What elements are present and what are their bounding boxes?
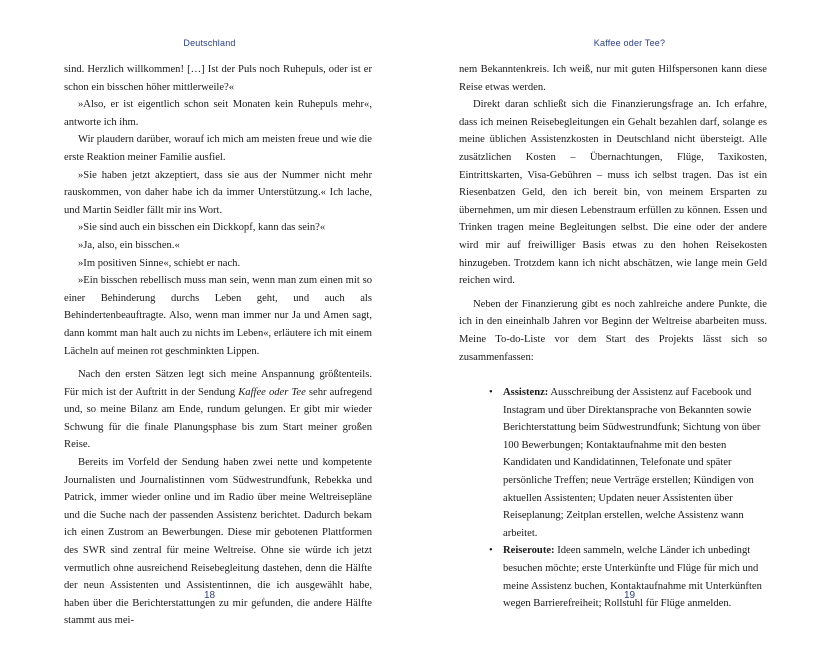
running-head-left: Deutschland [183,38,236,48]
paragraph: »Sie haben jetzt akzeptiert, dass sie aus der Nummer nicht mehr rauskommen, von daher habe ich da immer Unterstützung.« Ich lache, und Martin Seidler fällt mir ins Wort. [64,169,372,216]
list-term: Reiseroute: [503,545,555,557]
paragraph: nem Bekanntenkreis. Ich weiß, nur mit guten Hilfspersonen kann diese Reise etwas werden. [459,64,767,93]
todo-list [459,384,767,613]
paragraph: »Ja, also, ein bisschen.« [78,239,180,251]
text-run: Nach den ersten Sätzen legt sich meine Anspannung größtenteils. Für mich ist der Auftritt in der Sendung [64,369,372,398]
page-number-right: 19 [623,590,636,601]
list-item [489,542,767,612]
right-text-block [459,61,767,613]
right-page [420,0,839,648]
paragraph: Bereits im Vorfeld der Sendung haben zwei nette und kompetente Journalisten und Journalistinnen vom Südwestrundfunk, Rebekka und Patrick, immer wieder online und im Radio über meine Weltreisepläne und die Suche nach der passenden Assistenz berichtet. Dadurch bekam ich einen Zustrom an Bewerbungen. Diese mir gebotenen Plattformen des SWR sind zentral für meine Weltreise. Ohne sie würde ich jetzt vermutlich ohne ausreichend Reisebegleitung dastehen, denn die Hälfte der neun Assistenten und Assistentinnen, die ich ausgewählt habe, haben über die Berichterstattungen zu mir gefunden, die andere Hälfte stammt aus mei- [64,457,372,627]
page-number-left: 18 [203,590,216,601]
text-run: sehr aufregend und, so meine Bilanz am Ende, rundum gelungen. Er gibt mir wieder Schwung für die finale Planungsphase bis zum Start meiner großen Reise. [64,386,372,451]
list-text: Ideen sammeln, welche Länder ich unbedingt besuchen möchte; erste Unterkünfte und Flüge für mich und meine Assistenz buchen, Kontaktaufnahme mit Unterkünften wegen Barrierefreiheit; Rollstuhl für Flüge anmelden. [503,545,762,610]
running-head-right: Kaffee oder Tee? [593,38,666,48]
bullet-icon: • [489,387,493,399]
paragraph [64,366,372,454]
list-term: Assistenz: [503,387,549,399]
paragraph: »Also, er ist eigentlich schon seit Monaten kein Ruhepuls mehr«, antworte ich ihm. [64,99,372,128]
bullet-icon: • [489,545,493,557]
left-text-block [64,61,372,630]
list-text: Ausschreibung der Assistenz auf Facebook und Instagram und über Direktansprache von Bekannten sowie Berichterstattung beim Südwestrundfunk; Sichtung von über 100 Bewerbungen; Kontaktaufnahme mit den besten Kandidaten und Kandidatinnen, Telefonate und später persönliche Treffen; neue Verträge erstellen; Kündigen von aktuellen Assistenten; Updaten neuer Assistenten über Reiseplanung; Zeitplan erstellen, welche Assistenz wann arbeitet. [503,387,761,539]
paragraph: »Sie sind auch ein bisschen ein Dickkopf, kann das sein?« [78,222,326,234]
paragraph: Neben der Finanzierung gibt es noch zahlreiche andere Punkte, die ich in den eineinhalb Jahren vor Beginn der Weltreise abarbeiten muss. Meine To-do-Liste vor dem Start des Projekts lässt sich so zusammenfassen: [459,298,767,363]
list-item [489,384,767,542]
paragraph: »Ein bisschen rebellisch muss man sein, wenn man zum einen mit so einer Behinderung durchs Leben geht, und auch als Behindertenbeauftragte. Also, wenn man immer nur Ja und Amen sagt, dann kommt man halt auch zu nichts im Leben«, erläutere ich mit einem Lächeln auf meinen rot geschminkten Lippen. [64,275,372,357]
paragraph: Wir plaudern darüber, worauf ich mich am meisten freue und wie die erste Reaktion meiner Familie ausfiel. [64,134,372,163]
show-title: Kaffee oder Tee [238,386,306,398]
paragraph: »Im positiven Sinne«, schiebt er nach. [78,257,241,269]
paragraph: sind. Herzlich willkommen! […] Ist der Puls noch Ruhepuls, oder ist er schon ein bisschen höher mittlerweile?« [64,64,372,93]
left-page [0,0,419,648]
paragraph: Direkt daran schließt sich die Finanzierungsfrage an. Ich erfahre, dass ich meinen Reisebegleitungen ein Gehalt bezahlen darf, solange es meine üblichen Assistenzkosten in Deutschland nicht übersteigt. Alle zusätzlichen Kosten – Übernachtungen, Flüge, Taxikosten, Eintrittskarten, Visa-Gebühren – muss ich selbst tragen. Das ist ein Riesenbatzen Geld, den ich bereit bin, von meinem Ersparten zu übernehmen, um mir diesen Lebenstraum erfüllen zu können. Essen und Trinken tragen meine Begleitungen selbst. Die eine oder der andere wird mir auf freiwilliger Basis etwas zu den hohen Reisekosten hinzugeben. Trotzdem kann ich nicht abschätzen, wie lange mein Geld reichen wird. [459,99,767,287]
